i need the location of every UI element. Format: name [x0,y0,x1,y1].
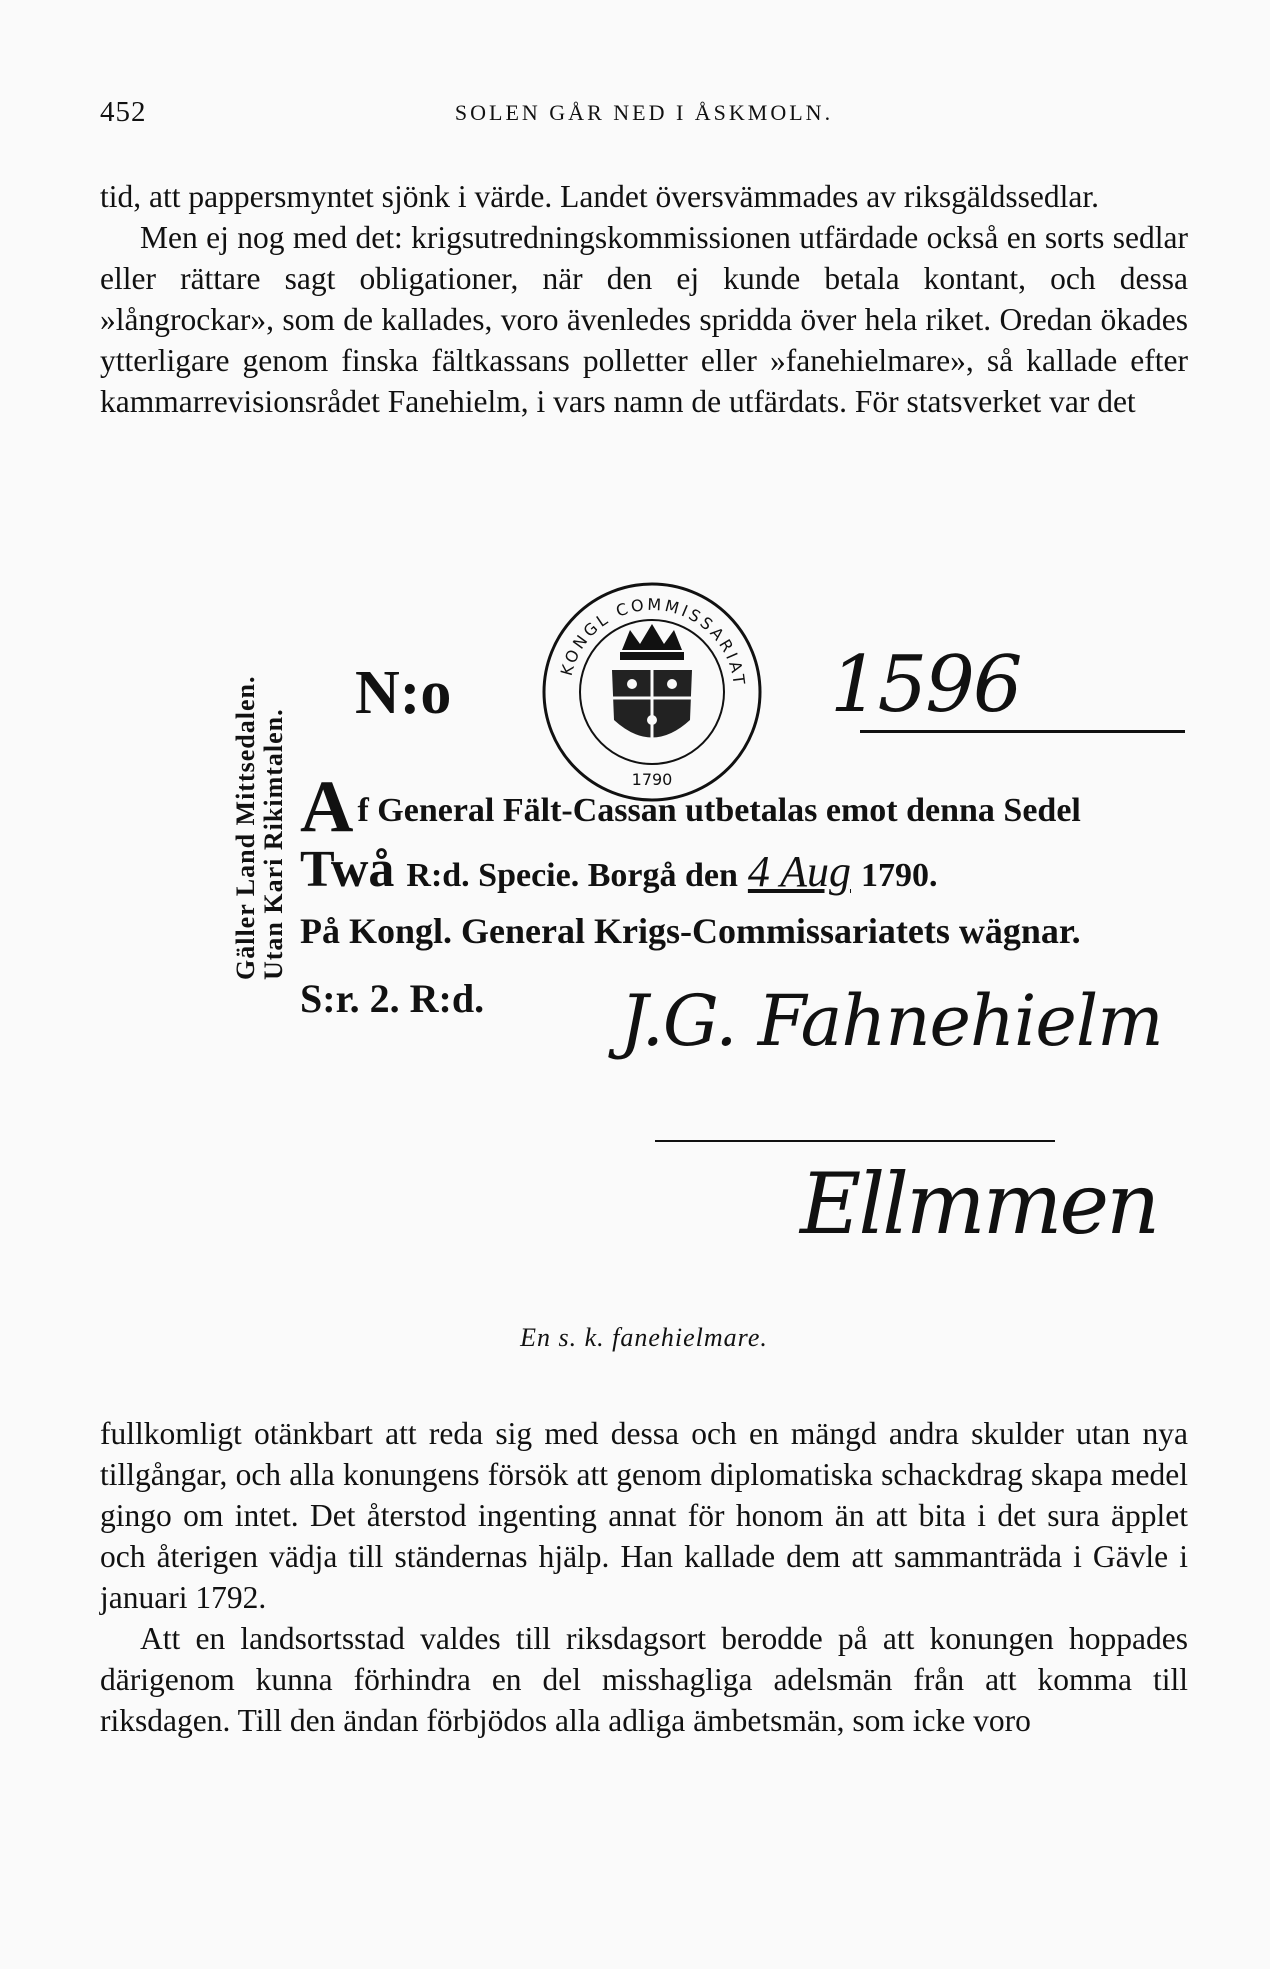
signature-second: Ellmmen [800,1155,1158,1253]
paragraph: tid, att pappersmyntet sjönk i värde. Landet översvämmades av riksgäldssedlar. [100,179,1099,214]
note-number-label: N:o [355,659,452,727]
page-header [100,96,1188,136]
paragraph: Men ej nog med det: krigsutredningskommissionen utfärdade också en sorts sedlar eller rättare sagt obligationer, när den ej kunde betala kontant, och dessa »långrockar», som de kallades, voro ävenledes spridda över hela riket. Oredan ökades ytterligare genom finska fältkassans polletter eller »fanehielmare», så kallade efter kammarrevisionsrådet Fanehielm, i vars namn de utfärdats. För statsverket var det [100,220,1188,419]
banknote-line-1-text: f General Fält-Cassan utbetalas emot denna Sedel [357,792,1081,829]
banknote-amount: Twå [300,841,395,898]
bottom-text [100,1413,1188,1741]
banknote-line-1 [300,765,1081,850]
top-text [100,176,1188,422]
note-number-underline [860,730,1185,733]
page-number: 452 [100,96,147,128]
figure-caption: En s. k. fanehielmare. [520,1323,768,1352]
banknote-line-3: På Kongl. General Krigs-Commissariatets wägnar. [300,911,1081,951]
banknote-line-2 [300,840,937,899]
running-head: SOLEN GÅR NED I ÅSKMOLN. [454,100,834,125]
seal-year: 1790 [631,770,673,789]
vertical-line-2: Utan Kari Rikimtalen. [259,708,288,980]
signature-fahnehielm: J.G. Fahnehielm [620,980,1163,1062]
banknote-line-2-text: R:d. Specie. Borgå den [406,857,738,894]
banknote-year: 1790. [860,857,938,894]
note-number-value: 1596 [830,640,1021,730]
vertical-line-1: Gäller Land Mittsedalen. [231,675,260,980]
drop-capital: A [300,766,354,848]
paragraph: Att en landsortsstad valdes till riksdagsort berodde på att konungen hoppades därigenom kunna förhindra en del misshagliga adelsmän från att komma till riksdagen. Till den ändan förbjödos alla adliga ämbetsmän, som icke voro [100,1621,1188,1738]
banknote-illustration [100,580,1185,1310]
paragraph: fullkomligt otänkbart att reda sig med dessa och en mängd andra skulder utan nya tillgångar, och alla konungens försök att genom diplomatiska schackdrag skapa medel gingo om intet. Det återstod ingenting annat för honom än att bita i det sura äpplet och återigen vädja till ständernas hjälp. Han kallade dem att sammanträda i Gävle i januari 1792. [100,1416,1188,1615]
banknote-line-4: S:r. 2. R:d. [300,976,485,1021]
signature-rule [655,1140,1055,1142]
banknote-handwritten-date: 4 Aug [747,847,851,896]
seal-text: KONGL COMMISSARIAT [556,594,750,689]
